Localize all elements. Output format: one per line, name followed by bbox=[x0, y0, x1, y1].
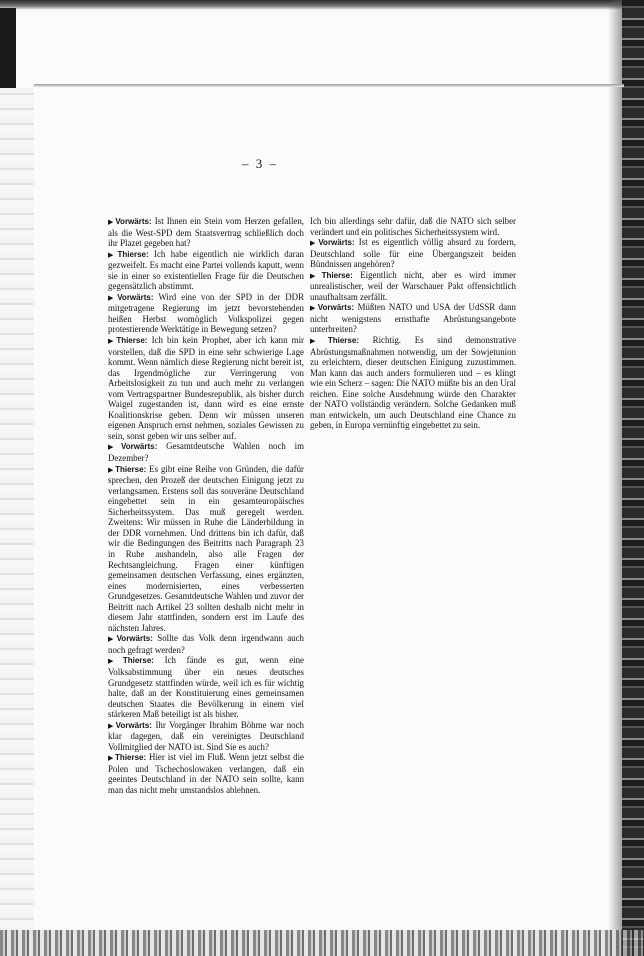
triangle-bullet-icon: ▶ bbox=[310, 239, 318, 248]
speaker-label: Thierse: bbox=[117, 249, 149, 259]
speaker-label: Thierse: bbox=[116, 336, 148, 346]
speaker-label: Vorwärts: bbox=[120, 442, 158, 452]
triangle-bullet-icon: ▶ bbox=[108, 721, 115, 730]
paragraph-text: Ist Ihnen ein Stein vom Herzen gefallen, als die West-SPD dem Staatsvertrag schließlich doch ihr Plazet gegeben hat? bbox=[108, 216, 305, 249]
triangle-bullet-icon: ▶ bbox=[108, 218, 115, 226]
scan-edge-left-block bbox=[0, 8, 16, 88]
right-column bbox=[310, 216, 516, 431]
paragraph-text: Ist es eigentlich völlig absurd zu fordern, Deutschland solle für eine Übergangszeit beiden Bündnissen angehören? bbox=[310, 237, 516, 270]
speaker-label: Thierse: bbox=[321, 270, 353, 280]
continued-paragraph bbox=[310, 216, 516, 237]
speaker-label: Thierse: bbox=[327, 336, 359, 346]
scan-edge-right bbox=[622, 0, 644, 956]
speaker-label: Thierse: bbox=[115, 753, 147, 763]
question-paragraph bbox=[108, 292, 304, 335]
scan-edge-bottom bbox=[0, 930, 644, 956]
triangle-bullet-icon: ▶ bbox=[108, 250, 117, 259]
triangle-bullet-icon: ▶ bbox=[108, 754, 115, 763]
triangle-bullet-icon: ▶ bbox=[108, 337, 116, 346]
answer-paragraph bbox=[108, 249, 304, 292]
paragraph-text: Richtig. Es sind demonstrative Abrüstungsmaßnahmen notwendig, um der Sowjetunion zu erleichtern, dieser deutschen Einigung zuzustimmen. Man kann das auch anders formulieren und – es klingt wie ein Scherz – sagen: Die NATO müßte bis an den Ural reichen. Eine solche Ausdehnung würde den Charakter der NATO vollständig verändern. Solche Gedanken muß man entwickeln, um auch Deutschland eine Chance zu geben, in Europa vernünftig eingebettet zu sein. bbox=[310, 335, 517, 431]
paragraph-text: Ich bin kein Prophet, aber ich kann mir vorstellen, daß die SPD in eine sehr schwierige Lage kommt. Wenn nämlich diese Regierung nicht bereit ist, das Irgendmögliche zur Verringerung von Arbeitslosigkeit zu tun und auch mehr zu verlangen vom Vertragspartner Bundesrepublik, als bisher durch Waigel zugestanden ist, dann wird es eine ernste Koalitionskrise geben. Denn wir müssen unseren eigenen Anspruch ernst nehmen, soziales Gewissen zu sein, sonst geben wir uns selber auf. bbox=[108, 335, 304, 441]
paragraph-text: Wird eine von der SPD in der DDR mitgetragene Regierung im jetzt bevorstehenden heißen Herbst womöglich Volkspolizei gegen protestierende Werktätige in Bewegung setzen? bbox=[108, 291, 305, 335]
answer-paragraph bbox=[108, 464, 304, 634]
paragraph-text: Ich fände es gut, wenn eine Volksabstimmung über ein neues deutsches Grundgesetz stattfinden würde, weil ich es für wichtig halte, daß an der Konstituierung eines gemeinsamen deutschen Staates die Bevölkerung in einem viel stärkeren Maß beteiligt ist als bisher. bbox=[108, 655, 304, 720]
paragraph-text: Sollte das Volk denn irgendwann auch noch gefragt werden? bbox=[108, 633, 304, 655]
question-paragraph bbox=[108, 720, 304, 753]
speaker-label: Vorwärts: bbox=[115, 217, 152, 226]
scan-shadow-right bbox=[608, 0, 622, 956]
speaker-label: Vorwärts: bbox=[116, 634, 153, 644]
triangle-bullet-icon: ▶ bbox=[310, 304, 317, 313]
question-paragraph bbox=[108, 216, 304, 249]
speaker-label: Thierse: bbox=[122, 656, 154, 666]
speaker-label: Vorwärts: bbox=[117, 292, 154, 302]
scan-edge-top bbox=[0, 0, 644, 10]
paragraph-text: Ihr Vorgänger Ibrahim Böhme war noch klar dagegen, daß ein vereinigtes Deutschland Vollmitglied der NATO ist. Sind Sie es auch? bbox=[108, 719, 304, 752]
page-number: – 3 – bbox=[242, 156, 278, 171]
triangle-bullet-icon: ▶ bbox=[108, 465, 115, 474]
paragraph-text: Ich bin allerdings sehr dafür, daß die NATO sich selber verändert und ein politisches Sicherheitssystem wird. bbox=[310, 216, 516, 237]
triangle-bullet-icon: ▶ bbox=[310, 271, 321, 280]
question-paragraph bbox=[310, 237, 516, 270]
triangle-bullet-icon: ▶ bbox=[108, 293, 117, 302]
speaker-label: Thierse: bbox=[115, 464, 147, 474]
question-paragraph bbox=[108, 441, 304, 463]
answer-paragraph bbox=[108, 655, 304, 719]
answer-paragraph bbox=[108, 752, 304, 795]
speaker-label: Vorwärts: bbox=[115, 720, 152, 730]
scan-edge-left bbox=[0, 88, 34, 930]
answer-paragraph bbox=[310, 335, 516, 431]
triangle-bullet-icon: ▶ bbox=[108, 657, 122, 666]
answer-paragraph bbox=[108, 335, 304, 441]
question-paragraph bbox=[108, 633, 304, 655]
paragraph-text: Müßten NATO und USA der UdSSR dann nicht wenigstens ernsthafte Abrüstungsangebote unterbreiten? bbox=[310, 302, 516, 335]
left-column bbox=[108, 216, 304, 796]
paper-fold-line bbox=[34, 84, 624, 87]
triangle-bullet-icon: ▶ bbox=[310, 337, 327, 346]
paragraph-text: Eigentlich nicht, aber es wird immer unrealistischer, weil der Warschauer Pakt offensichtlich unaufhaltsam zerfällt. bbox=[310, 269, 516, 302]
speaker-label: Vorwärts: bbox=[317, 303, 355, 313]
paragraph-text: Gesamtdeutsche Wahlen noch im Dezember? bbox=[108, 441, 304, 464]
paragraph-text: Hier ist viel im Fluß. Wenn jetzt selbst die Polen und Tschechoslowaken verlangen, daß ein geeintes Deutschland in der NATO sein sollte, kann man das nicht mehr umstandslos ablehnen. bbox=[108, 752, 305, 795]
speaker-label: Vorwärts: bbox=[318, 238, 355, 248]
triangle-bullet-icon: ▶ bbox=[108, 635, 116, 644]
answer-paragraph bbox=[310, 270, 516, 303]
question-paragraph bbox=[310, 302, 516, 335]
paragraph-text: Ich habe eigentlich nie wirklich daran gezweifelt. Es macht eine Partei vollends kaputt, wenn sie in einer so existentiellen Frage für die Deutschen gegensätzlich abstimmt. bbox=[108, 248, 304, 292]
paragraph-text: Es gibt eine Reihe von Gründen, die dafür sprechen, den Prozeß der deutschen Einigung jetzt zu verlangsamen. Erstens soll das souveräne Deutschland eingebettet sein in ein gesamteuropäisches Sicherheitssystem. Das muß geregelt werden. Zweitens: Wir müssen in Ruhe die Länderbildung in der DDR vornehmen. Und drittens bin ich dafür, daß wir die Bedingungen des Beitritts nach Paragraph 23 in Ruhe aushandeln, also alle Fragen der Rechtsangleichung. Fragen einer künftigen gemeinsamen deutschen Verfassung, eines ergänzten, eines modernisierten, eines verbesserten Grundgesetzes. Gesamtdeutsche Wahlen und zuvor der Beitritt nach Artikel 23 sollten deshalb nicht mehr in diesem Jahr stattfinden, sondern erst im Laufe des nächsten Jahres. bbox=[108, 463, 305, 633]
triangle-bullet-icon: ▶ bbox=[108, 443, 120, 452]
